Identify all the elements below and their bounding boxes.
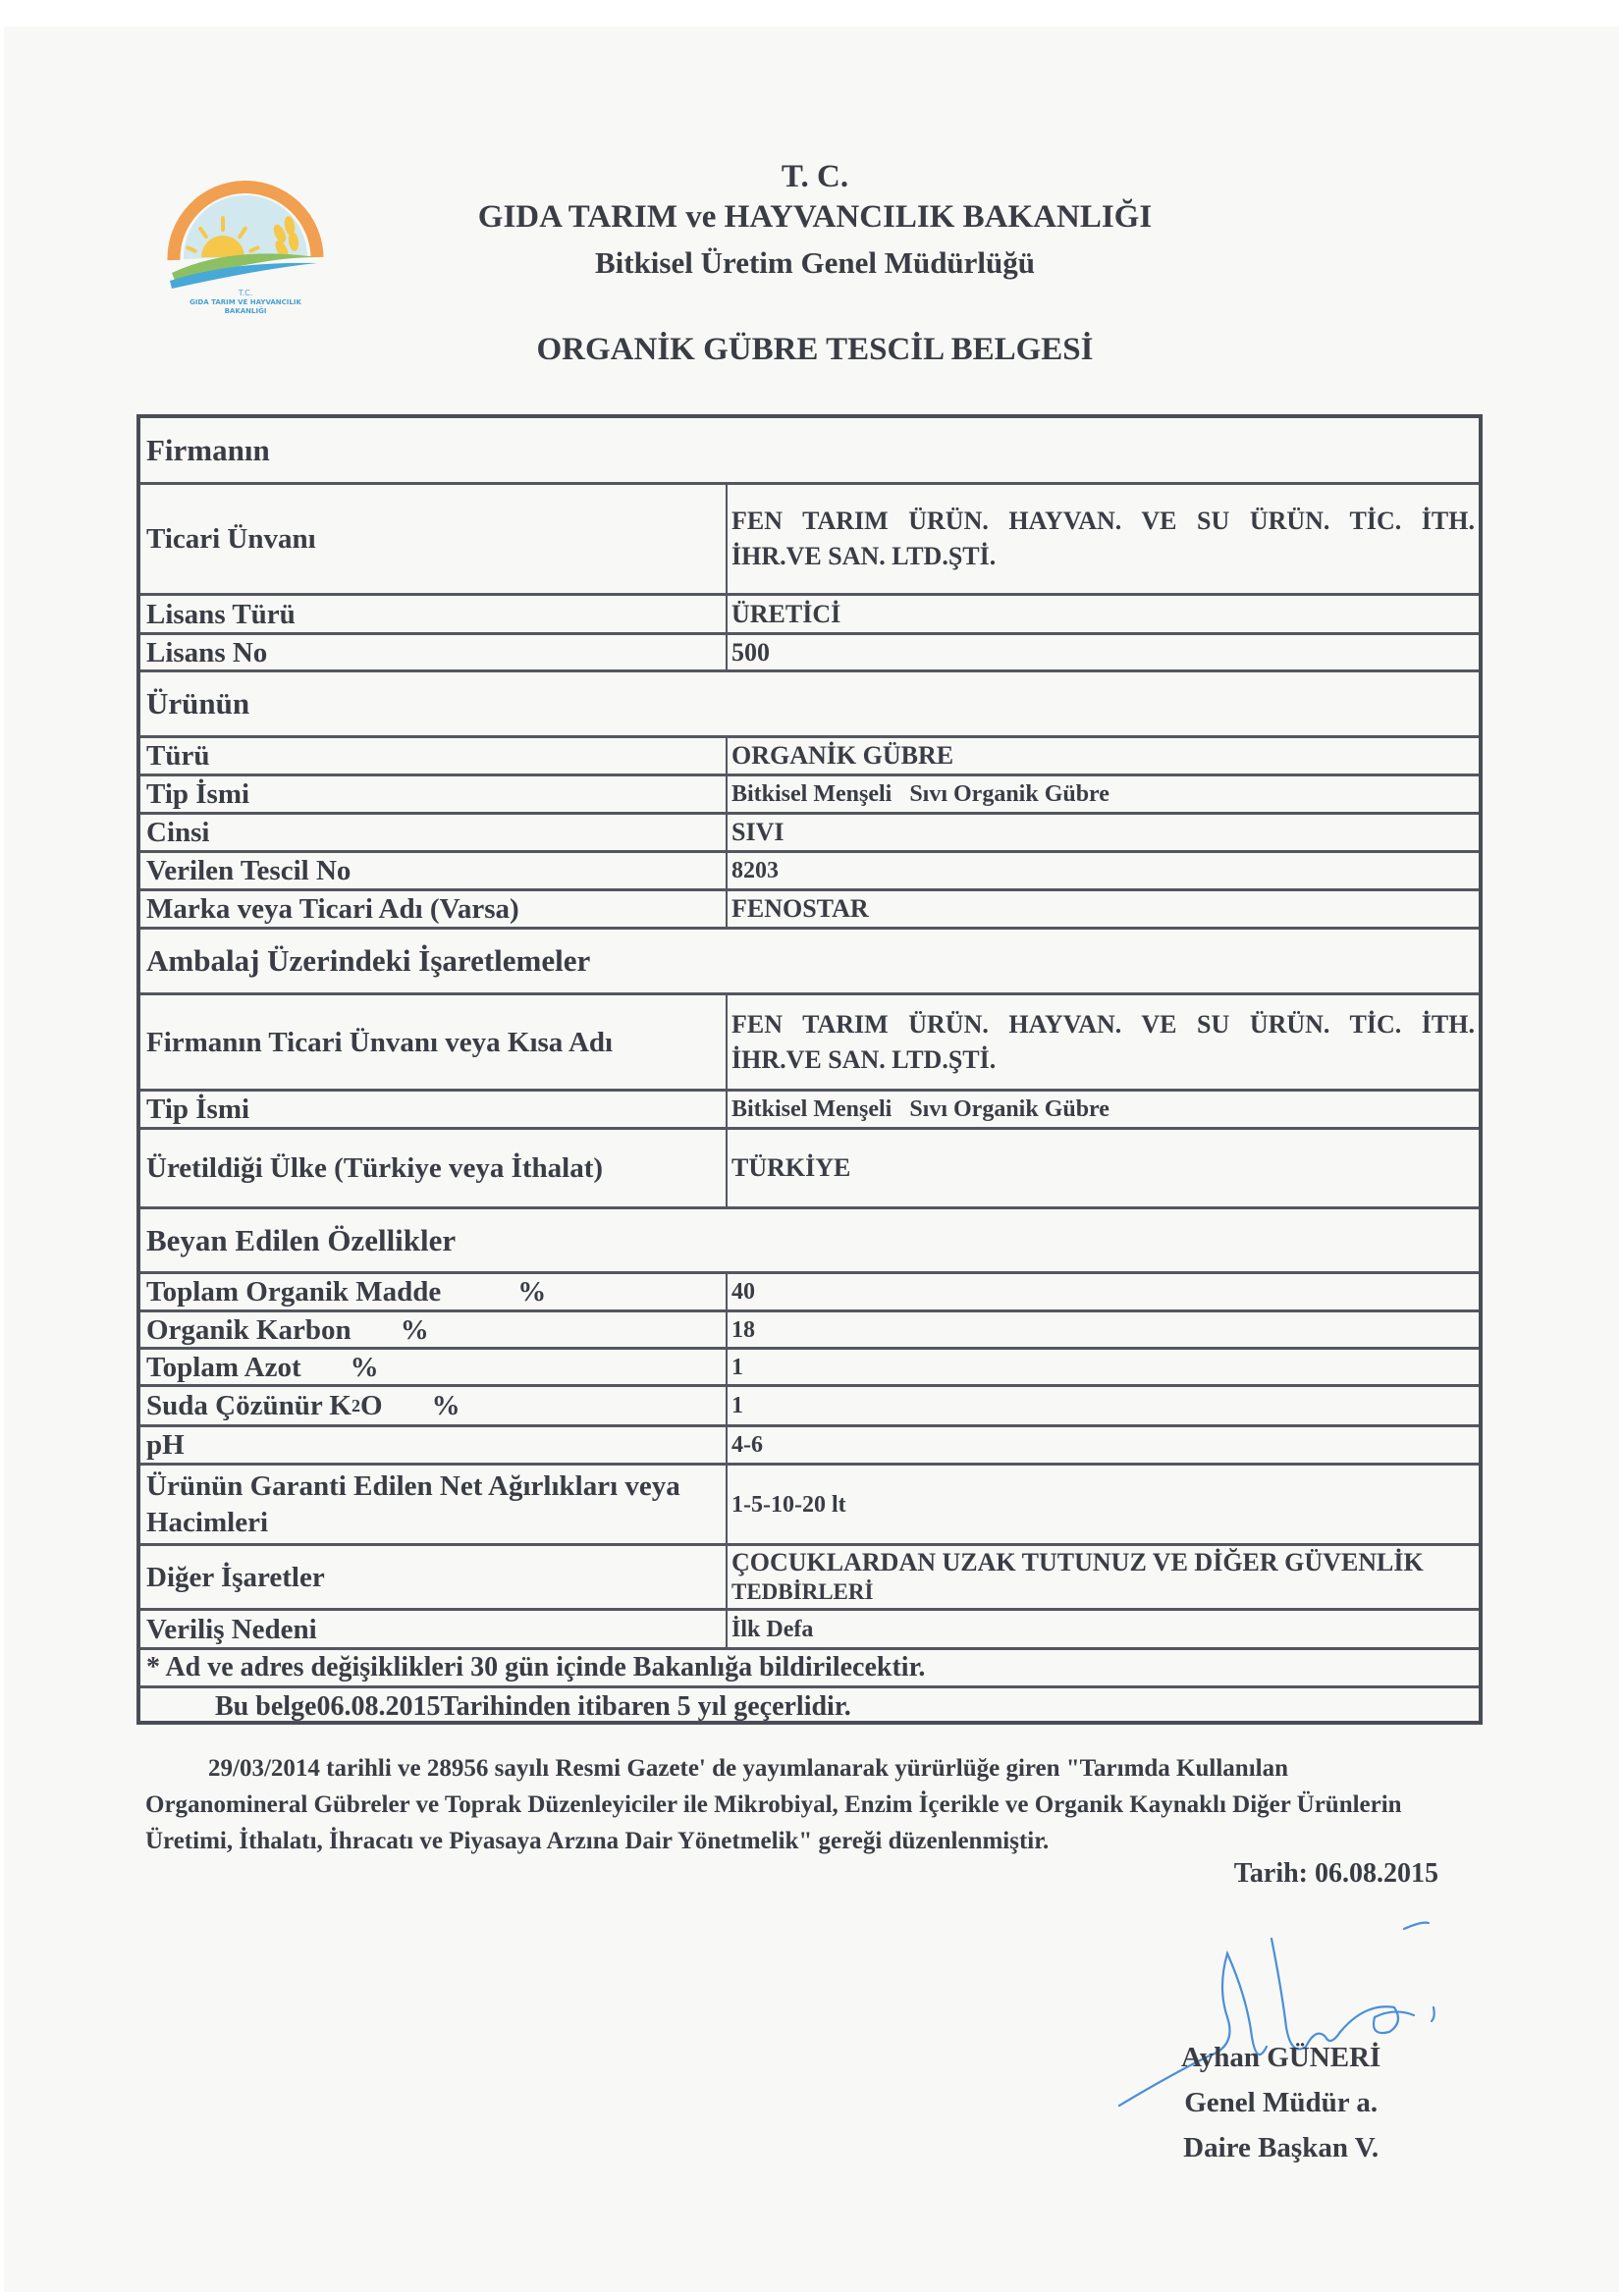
table-row — [140, 1611, 1479, 1650]
row-value: 1 — [726, 1387, 1479, 1424]
signatory-title-2: Daire Başkan V. — [1183, 2132, 1380, 2163]
row-label: Türü — [146, 740, 210, 772]
validity-date: 06.08.2015 — [316, 1690, 441, 1722]
table-row — [140, 635, 1479, 672]
value-line: FEN TARIM ÜRÜN. HAYVAN. VE SU ÜRÜN. TİC. İTH. — [731, 1009, 1475, 1039]
table-row — [140, 1546, 1479, 1611]
value-line: ÇOCUKLARDAN UZAK TUTUNUZ VE DİĞER GÜVENLİK — [731, 1547, 1424, 1576]
table-row — [140, 1466, 1479, 1546]
row-value: 8203 — [726, 853, 1479, 888]
table-row — [140, 1130, 1479, 1209]
row-value: 500 — [726, 635, 1479, 669]
row-value: TÜRKİYE — [726, 1130, 1479, 1206]
row-value: Bitkisel Menşeli Sıvı Organik Gübre — [726, 776, 1479, 812]
validity-note — [146, 1688, 1479, 1725]
row-label: Tip İsmi — [146, 1094, 250, 1125]
row-label — [146, 1274, 716, 1309]
label-text: Organik Karbon — [146, 1313, 352, 1346]
row-label — [146, 1350, 716, 1384]
unit-percent: % — [400, 1313, 429, 1346]
table-row — [140, 1312, 1479, 1350]
row-value: Bitkisel Menşeli Sıvı Organik Gübre — [726, 1092, 1479, 1127]
row-label — [146, 1387, 716, 1424]
unit-percent: % — [517, 1276, 547, 1308]
table-row — [140, 1427, 1479, 1466]
label-text: O — [360, 1390, 383, 1421]
validity-row — [140, 1688, 1479, 1725]
logo-text-bakanligi: BAKANLIĞI — [224, 307, 267, 314]
row-label: Lisans Türü — [146, 598, 296, 630]
row-value: 4-6 — [726, 1427, 1479, 1463]
value-line: İHR.VE SAN. LTD.ŞTİ. — [731, 542, 997, 570]
regulation-paragraph — [145, 1750, 1422, 1859]
signature-block — [1181, 2035, 1380, 2170]
row-label: Diğer İşaretler — [146, 1561, 325, 1593]
issue-date: Tarih: 06.08.2015 — [1233, 1858, 1438, 1889]
row-label: Ürünün Garanti Edilen Net Ağırlıkları veya Hacimleri — [146, 1469, 680, 1538]
row-label: Veriliş Nedeni — [146, 1613, 317, 1645]
section-title: Ambalaj Üzerindeki İşaretlemeler — [146, 943, 591, 978]
table-row — [140, 995, 1479, 1092]
validity-suffix: Tarihinden itibaren 5 yıl geçerlidir. — [440, 1690, 851, 1722]
row-value — [726, 485, 1479, 593]
row-label: Verilen Tescil No — [146, 855, 352, 886]
section-title: Ürünün — [146, 686, 250, 721]
row-value: FENOSTAR — [726, 891, 1479, 927]
validity-prefix: Bu belge — [215, 1690, 317, 1722]
label-subscript: 2 — [352, 1396, 360, 1415]
table-row — [140, 776, 1479, 815]
section-product — [140, 672, 1479, 738]
row-value: 40 — [726, 1274, 1479, 1309]
registration-table — [136, 414, 1483, 1725]
table-row — [140, 815, 1479, 853]
row-value: 18 — [726, 1312, 1479, 1347]
table-row — [140, 1092, 1479, 1130]
row-label: Üretildiği Ülke (Türkiye veya İthalat) — [146, 1152, 604, 1184]
row-value: İlk Defa — [726, 1611, 1479, 1647]
logo-text-ministry: GIDA TARIM VE HAYVANCILIK — [189, 298, 301, 306]
unit-percent: % — [431, 1390, 460, 1421]
section-firm — [140, 418, 1479, 485]
row-value: 1 — [726, 1350, 1479, 1384]
row-value — [726, 1546, 1479, 1608]
header-ministry: GIDA TARIM ve HAYVANCILIK BAKANLIĞI — [477, 199, 1153, 235]
row-value: ÜRETİCİ — [726, 596, 1479, 632]
unit-percent: % — [350, 1351, 379, 1383]
row-value: SIVI — [726, 815, 1479, 850]
table-row — [140, 891, 1479, 930]
table-row — [140, 1387, 1479, 1427]
row-label: Marka veya Ticari Adı (Varsa) — [146, 893, 519, 925]
table-row — [140, 853, 1479, 891]
table-row — [140, 596, 1479, 635]
document-title: ORGANİK GÜBRE TESCİL BELGESİ — [536, 332, 1094, 367]
regulation-text: 29/03/2014 tarihli ve 28956 sayılı Resmi Gazete' de yayımlanarak yürürlüğe giren "Tarımda Kullanılan Organomineral Gübreler ve Toprak Düzenleyiciler ile Mikrobiyal, Enzim İçerikle ve Organik Kaynaklı Diğer Ürünlerin Üretimi, İthalatı, İhracatı ve Piyasaya Arzına Dair Yönetmelik" gereği düzenlenmiştir. — [145, 1755, 1402, 1854]
table-row — [140, 738, 1479, 776]
section-title: Firmanın — [146, 432, 270, 467]
address-note: * Ad ve adres değişiklikleri 30 gün içinde Bakanlığa bildirilecektir. — [146, 1652, 926, 1682]
table-row — [140, 1274, 1479, 1312]
row-label: Firmanın Ticari Ünvanı veya Kısa Adı — [146, 1026, 614, 1058]
table-row — [140, 485, 1479, 596]
row-value — [726, 995, 1479, 1089]
row-value: ORGANİK GÜBRE — [726, 738, 1479, 774]
row-label — [146, 1312, 716, 1347]
header-tc: T. C. — [781, 159, 849, 194]
address-note-row — [140, 1650, 1479, 1688]
label-text: Toplam Azot — [146, 1351, 301, 1383]
table-row — [140, 1350, 1479, 1387]
section-declared — [140, 1209, 1479, 1274]
logo-text-tc: T.C. — [238, 289, 253, 297]
value-line: İHR.VE SAN. LTD.ŞTİ. — [731, 1044, 997, 1074]
value-line: FEN TARIM ÜRÜN. HAYVAN. VE SU ÜRÜN. TİC. İTH. — [731, 507, 1475, 535]
signatory-name: Ayhan GÜNERİ — [1181, 2042, 1381, 2073]
row-label: Cinsi — [146, 817, 210, 848]
header-directorate: Bitkisel Üretim Genel Müdürlüğü — [594, 245, 1036, 280]
section-title: Beyan Edilen Özellikler — [146, 1222, 457, 1257]
row-value: 1-5-10-20 lt — [726, 1466, 1479, 1543]
section-packaging — [140, 930, 1479, 995]
label-text: Suda Çözünür K — [146, 1390, 352, 1421]
row-label: pH — [146, 1429, 185, 1461]
label-text: Toplam Organik Madde — [146, 1276, 442, 1308]
value-line: TEDBİRLERİ — [731, 1578, 874, 1604]
signatory-title-1: Genel Müdür a. — [1184, 2087, 1379, 2118]
row-label: Tip İsmi — [146, 778, 250, 810]
row-label: Lisans No — [146, 636, 268, 668]
ministry-logo — [152, 167, 339, 314]
row-label: Ticari Ünvanı — [146, 523, 316, 555]
